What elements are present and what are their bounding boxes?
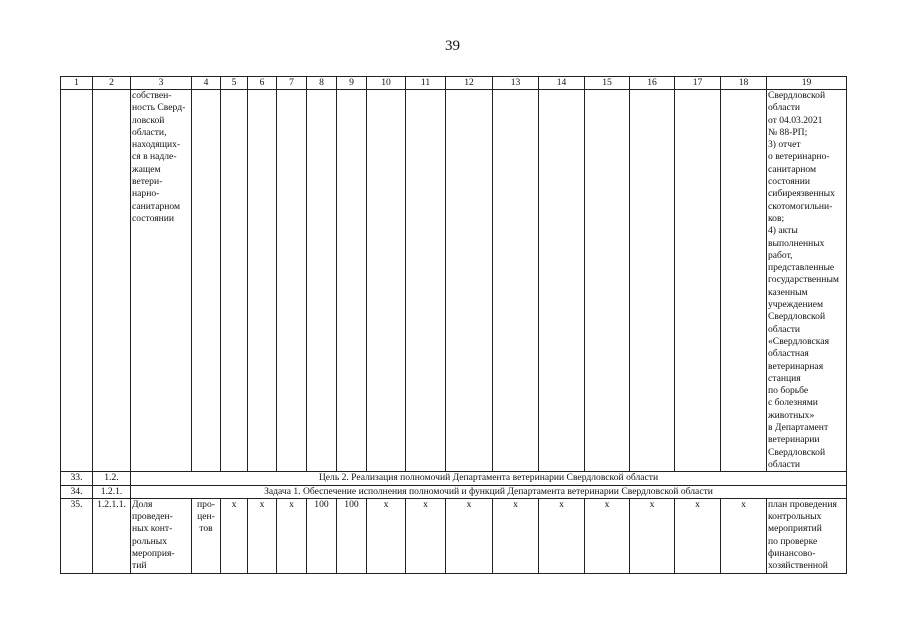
row-number: 35.: [61, 498, 93, 573]
header-cell: 18: [721, 77, 767, 90]
indicator-row: [61, 498, 847, 573]
header-cell: 5: [221, 77, 248, 90]
value-cell: x: [277, 498, 307, 573]
indicator-name: Доля проведен- ных конт- рольных мероприя- тий: [131, 498, 192, 573]
header-cell: 1: [61, 77, 93, 90]
task-title: Задача 1. Обеспечение исполнения полномочий и функций Департамента ветеринарии Свердловской области: [131, 485, 847, 498]
header-cell: 12: [446, 77, 493, 90]
value-cell: 100: [307, 498, 337, 573]
goal-title: Цель 2. Реализация полномочий Департамента ветеринарии Свердловской области: [131, 472, 847, 485]
header-cell: 19: [767, 77, 847, 90]
indicator-name-continued: собствен- ность Сверд- ловской области, находящих- ся в надле- жащем ветери- нарно- санитарном состоянии: [131, 90, 192, 472]
value-cell: 100: [337, 498, 367, 573]
header-cell: 13: [493, 77, 539, 90]
page-number: 39: [445, 38, 460, 54]
value-cell: x: [630, 498, 675, 573]
header-cell: 10: [367, 77, 406, 90]
value-cell: x: [406, 498, 446, 573]
row-code: 1.2.1.1.: [93, 498, 131, 573]
header-cell: 14: [539, 77, 585, 90]
value-cell: x: [675, 498, 721, 573]
header-cell: 8: [307, 77, 337, 90]
goal-row: [61, 472, 847, 485]
row-code: 1.2.: [93, 472, 131, 485]
header-cell: 9: [337, 77, 367, 90]
value-cell: x: [446, 498, 493, 573]
header-cell: 7: [277, 77, 307, 90]
value-cell: x: [367, 498, 406, 573]
header-row: [61, 77, 847, 90]
header-cell: 2: [93, 77, 131, 90]
header-cell: 17: [675, 77, 721, 90]
header-cell: 15: [585, 77, 630, 90]
value-cell: x: [221, 498, 248, 573]
header-cell: 16: [630, 77, 675, 90]
source-continued: Свердловской области от 04.03.2021 № 88-РП; 3) отчет о ветеринарно- санитарном состоянии сибиреязвенных скотомогильни- ков; 4) акты выполненных работ, представленные государственным казенным учреждением Свердловской области «Свердловская областная ветеринарная станция по борьбе с болезнями животных» в Департамент ветеринарии Свердловской области: [767, 90, 847, 472]
value-cell: x: [721, 498, 767, 573]
value-cell: x: [585, 498, 630, 573]
continuation-row: [61, 90, 847, 472]
value-cell: x: [539, 498, 585, 573]
header-cell: 11: [406, 77, 446, 90]
unit-cell: про- цен- тов: [192, 498, 221, 573]
header-cell: 6: [248, 77, 277, 90]
source-cell: план проведения контрольных мероприятий по проверке финансово- хозяйственной: [767, 498, 847, 573]
value-cell: x: [248, 498, 277, 573]
row-number: 33.: [61, 472, 93, 485]
value-cell: x: [493, 498, 539, 573]
header-cell: 4: [192, 77, 221, 90]
task-row: [61, 485, 847, 498]
row-number: 34.: [61, 485, 93, 498]
header-cell: 3: [131, 77, 192, 90]
row-code: 1.2.1.: [93, 485, 131, 498]
indicators-table: [60, 76, 847, 574]
